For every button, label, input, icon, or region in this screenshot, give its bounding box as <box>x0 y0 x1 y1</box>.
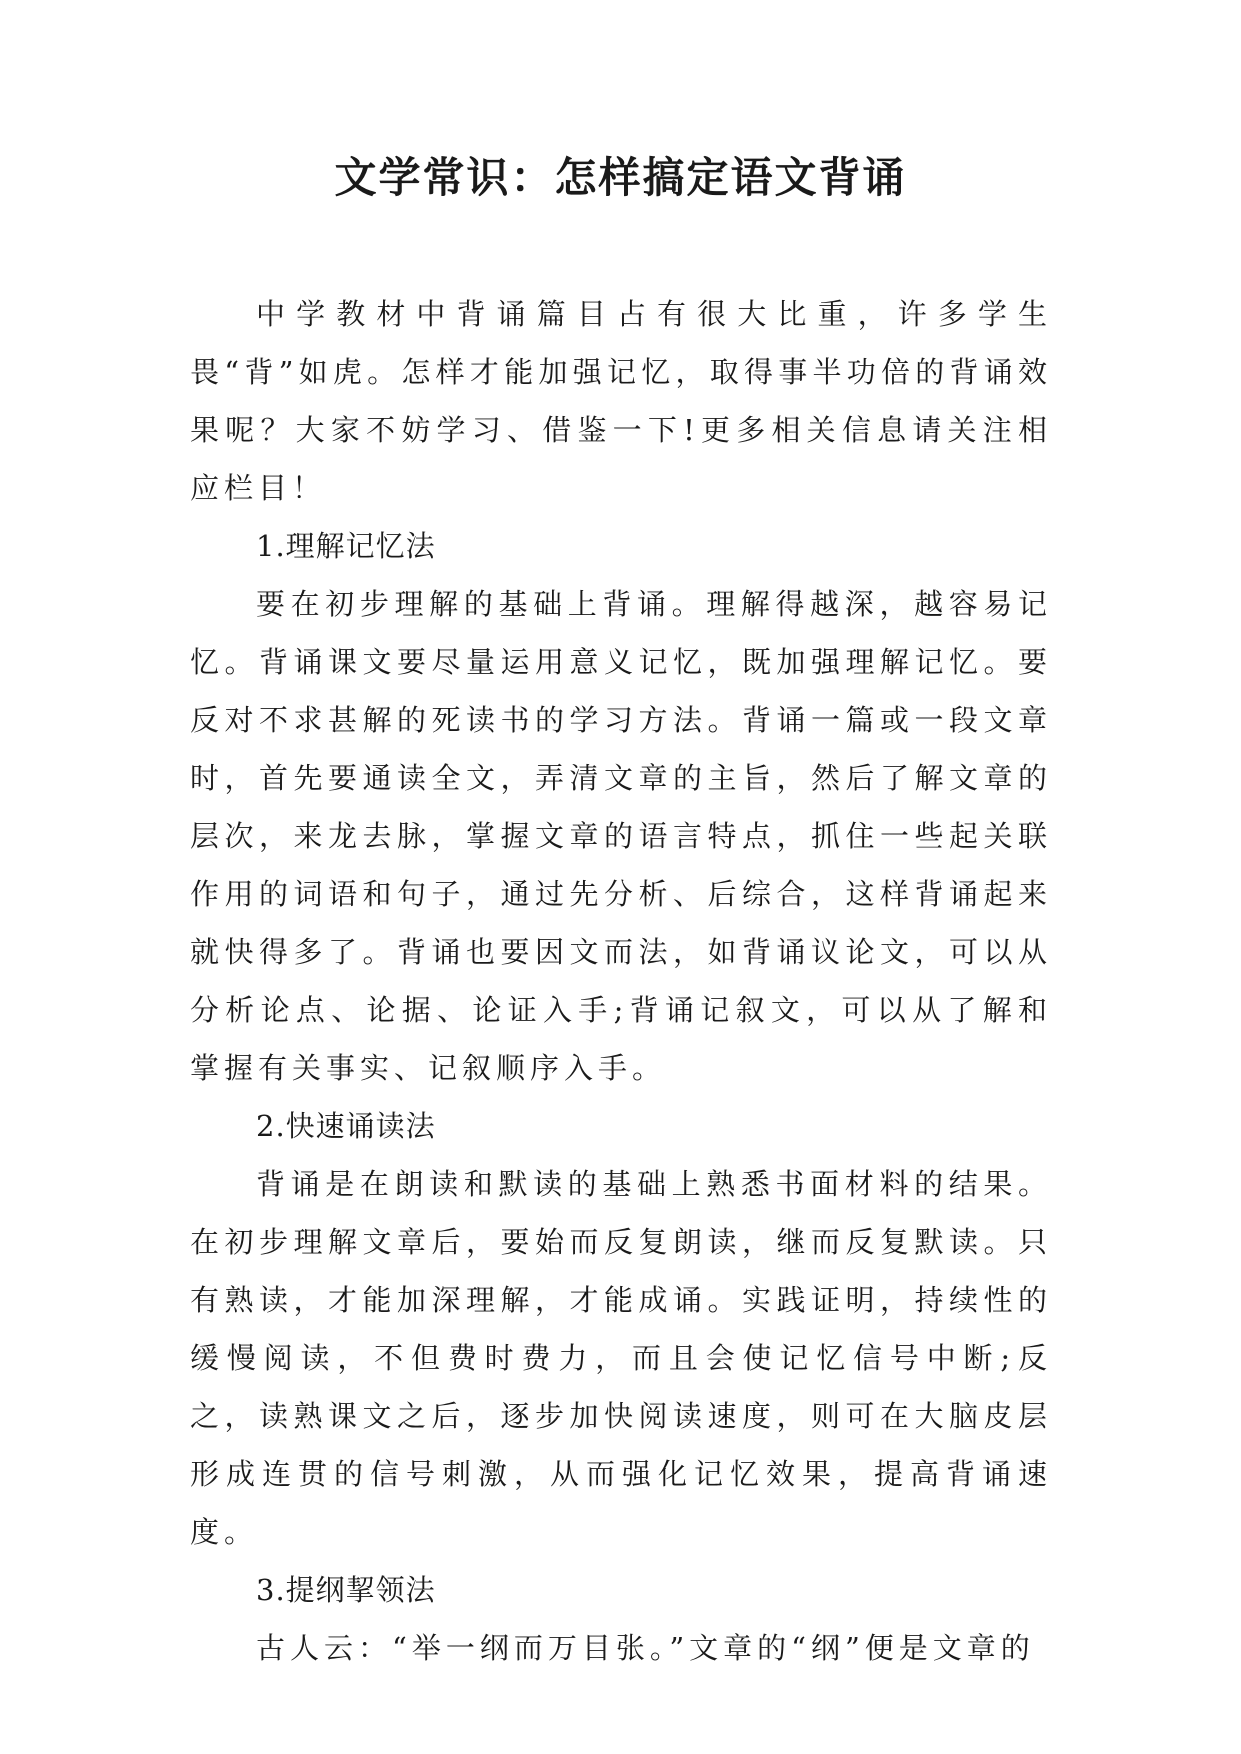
document-body <box>190 285 1052 1677</box>
section-heading-2: 2.快速诵读法 <box>256 1109 436 1143</box>
intro-paragraph: 中学教材中背诵篇目占有很大比重，许多学生畏“背”如虎。怎样才能加强记忆，取得事半功倍的背诵效果呢？大家不妨学习、借鉴一下!更多相关信息请关注相应栏目！ <box>190 297 1052 505</box>
document-title: 文学常识：怎样搞定语文背诵 <box>334 153 907 202</box>
section-3-paragraph: 古人云：“举一纲而万目张。”文章的“纲”便是文章的 <box>256 1631 1035 1665</box>
section-heading-3: 3.提纲挈领法 <box>256 1573 436 1607</box>
section-heading-1: 1.理解记忆法 <box>256 529 436 563</box>
section-1-paragraph: 要在初步理解的基础上背诵。理解得越深，越容易记忆。背诵课文要尽量运用意义记忆，既加强理解记忆。要反对不求甚解的死读书的学习方法。背诵一篇或一段文章时，首先要通读全文，弄清文章的主旨，然后了解文章的层次，来龙去脉，掌握文章的语言特点，抓住一些起关联作用的词语和句子，通过先分析、后综合，这样背诵起来就快得多了。背诵也要因文而法，如背诵议论文，可以从分析论点、论据、论证入手;背诵记叙文，可以从了解和掌握有关事实、记叙顺序入手。 <box>190 587 1052 1085</box>
section-2-paragraph: 背诵是在朗读和默读的基础上熟悉书面材料的结果。在初步理解文章后，要始而反复朗读，继而反复默读。只有熟读，才能加深理解，才能成诵。实践证明，持续性的缓慢阅读，不但费时费力，而且会使记忆信号中断;反之，读熟课文之后，逐步加快阅读速度，则可在大脑皮层形成连贯的信号刺激，从而强化记忆效果，提高背诵速度。 <box>190 1167 1052 1549</box>
